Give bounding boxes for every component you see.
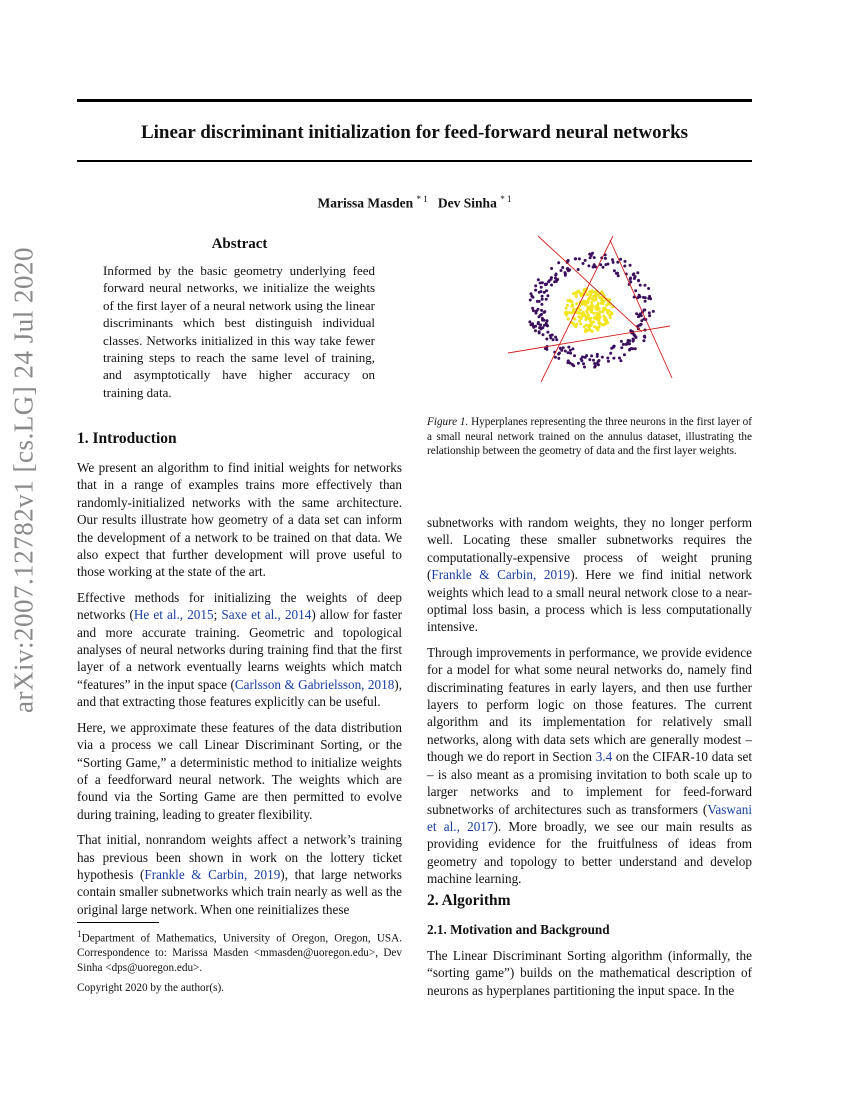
data-point-outer — [629, 264, 632, 267]
intro-paragraph: Here, we approximate these features of the data distribution via a process we call Linear Discriminant Sorting, or the “Sorting Game,” a deterministic method to initialize weights of a feedforward neural network. The weights which are found via the Sorting Game are then permitted to evolve during training, leading to greater flexibility. — [77, 719, 402, 822]
data-point-outer — [555, 338, 558, 341]
data-point-outer — [629, 278, 632, 281]
data-point-outer — [648, 314, 651, 317]
citation-link[interactable]: Frankle & Carbin, 2019 — [144, 866, 281, 882]
data-point-outer — [539, 314, 542, 317]
data-point-outer — [532, 326, 535, 329]
data-point-outer — [593, 366, 596, 369]
data-point-inner — [588, 328, 591, 331]
abstract-heading: Abstract — [211, 236, 268, 252]
data-point-inner — [591, 289, 594, 292]
data-point-inner — [594, 293, 597, 296]
data-point-outer — [566, 361, 569, 364]
author-affiliation-mark: * 1 — [416, 194, 428, 204]
footnote — [77, 928, 402, 976]
data-point-outer — [546, 324, 549, 327]
data-point-outer — [529, 299, 532, 302]
data-point-outer — [539, 282, 542, 285]
data-point-outer — [593, 256, 596, 259]
data-point-inner — [576, 323, 579, 326]
author-name: Marissa Masden — [317, 195, 414, 211]
data-point-outer — [591, 252, 594, 255]
data-point-outer — [578, 257, 581, 260]
data-point-outer — [628, 339, 631, 342]
data-point-outer — [598, 359, 601, 362]
data-point-outer — [554, 336, 557, 339]
data-point-outer — [623, 265, 626, 268]
data-point-inner — [585, 310, 588, 313]
data-point-outer — [541, 326, 544, 329]
data-point-inner — [565, 307, 568, 310]
data-point-outer — [534, 289, 537, 292]
data-point-inner — [565, 311, 568, 314]
data-point-outer — [601, 356, 604, 359]
data-point-inner — [584, 304, 587, 307]
data-point-inner — [600, 302, 603, 305]
data-point-outer — [543, 311, 546, 314]
data-point-outer — [620, 346, 623, 349]
data-point-outer — [584, 356, 587, 359]
author-list — [77, 194, 752, 212]
data-point-inner — [600, 299, 603, 302]
data-point-outer — [545, 298, 548, 301]
data-point-outer — [623, 353, 626, 356]
data-point-outer — [534, 284, 537, 287]
data-point-outer — [593, 263, 596, 266]
footnote-rule — [77, 922, 159, 923]
data-point-outer — [580, 359, 583, 362]
data-point-inner — [566, 304, 569, 307]
data-point-inner — [588, 317, 591, 320]
data-point-outer — [642, 339, 645, 342]
data-point-outer — [550, 267, 553, 270]
data-point-inner — [595, 317, 598, 320]
data-point-inner — [579, 322, 582, 325]
data-point-inner — [605, 319, 608, 322]
data-point-outer — [615, 272, 618, 275]
citation-link[interactable]: Saxe et al., 2014 — [221, 607, 312, 623]
data-point-inner — [579, 292, 582, 295]
data-point-inner — [578, 320, 581, 323]
author-affiliation-mark: * 1 — [500, 194, 512, 204]
data-point-outer — [582, 262, 585, 265]
data-point-outer — [569, 352, 572, 355]
data-point-outer — [618, 357, 621, 360]
data-point-outer — [541, 319, 544, 322]
data-point-outer — [588, 253, 591, 256]
data-point-inner — [575, 302, 578, 305]
data-point-outer — [536, 300, 539, 303]
hyperplane-line — [541, 236, 613, 382]
data-point-outer — [611, 258, 614, 261]
intro-paragraph: We present an algorithm to find initial weights for networks that in a range of examples trains more effectively than randomly-initialized networks with the same architecture. Our results illustrate how geometry of a data set can inform the development of a network to be trained on that data. We also expect that further development will prove useful to those working at the state of the art. — [77, 460, 402, 580]
data-point-inner — [573, 292, 576, 295]
data-point-outer — [561, 266, 564, 269]
data-point-inner — [595, 307, 598, 310]
data-point-outer — [577, 362, 580, 365]
data-point-outer — [538, 291, 541, 294]
data-point-outer — [632, 338, 635, 341]
data-point-outer — [637, 279, 640, 282]
data-point-inner — [569, 299, 572, 302]
data-point-outer — [554, 277, 557, 280]
data-point-outer — [564, 271, 567, 274]
data-point-inner — [573, 318, 576, 321]
data-point-inner — [576, 311, 579, 314]
data-point-inner — [565, 314, 568, 317]
data-point-outer — [531, 307, 534, 310]
data-point-outer — [538, 332, 541, 335]
data-point-outer — [620, 340, 623, 343]
data-point-outer — [552, 338, 555, 341]
data-point-outer — [557, 357, 560, 360]
data-point-outer — [530, 292, 533, 295]
data-point-outer — [550, 284, 553, 287]
data-point-outer — [550, 276, 553, 279]
data-point-inner — [573, 323, 576, 326]
section-heading-algorithm: 2. Algorithm — [427, 892, 511, 909]
data-point-outer — [569, 349, 572, 352]
footnote-marker: 1 — [77, 930, 82, 940]
data-point-outer — [560, 349, 563, 352]
data-point-outer — [604, 257, 607, 260]
data-point-inner — [597, 294, 600, 297]
citation-link[interactable]: He et al., 2015 — [133, 607, 214, 623]
data-point-inner — [586, 306, 589, 309]
footnote-text: Department of Mathematics, University of Oregon, Oregon, USA. Correspondence to: Marissa Masden <mmasden@uoregon.edu>, Dev Sinha <dps@uoregon.edu>. — [77, 932, 402, 974]
data-point-inner — [593, 325, 596, 328]
data-point-inner — [584, 318, 587, 321]
data-point-outer — [649, 297, 652, 300]
data-point-outer — [652, 310, 655, 313]
data-point-inner — [597, 319, 600, 322]
data-point-outer — [566, 267, 569, 270]
data-point-outer — [636, 271, 639, 274]
body-paragraph: Through improvements in performance, we provide evidence for a model for what some neural networks do, namely find discriminating features in early layers, and then use further layers to perform logic on those features. The current algorithm and its implementation for relatively small networks, along with data sets which are generally modest – though we do report in Section 3.4 on the CIFAR-10 data set – is also meant as a promising invitation to both scale up to larger networks and to implement for feed-forward subnetworks of architectures such as transformers (Vaswani et al., 2017). More broadly, we see our main results as providing evidence for the fruitfulness of ideas from geometry and topology to better understand and develop machine learning. — [427, 644, 753, 887]
data-point-outer — [634, 289, 637, 292]
data-point-outer — [624, 260, 627, 263]
data-point-inner — [579, 317, 582, 320]
data-point-inner — [598, 313, 601, 316]
title-rule-bottom — [77, 160, 752, 162]
data-point-outer — [612, 261, 615, 264]
data-point-outer — [567, 351, 570, 354]
caption-text: Hyperplanes representing the three neurons in the first layer of a small neural network trained on the annulus dataset, illustrating the relationship between the geometry of data and the first layer weights. — [427, 416, 752, 458]
data-point-inner — [570, 305, 573, 308]
data-point-outer — [643, 309, 646, 312]
data-point-inner — [598, 323, 601, 326]
data-point-inner — [583, 325, 586, 328]
data-point-outer — [547, 280, 550, 283]
data-point-outer — [644, 284, 647, 287]
data-point-outer — [592, 359, 595, 362]
data-point-outer — [537, 278, 540, 281]
citation-link[interactable]: Frankle & Carbin, 2019 — [431, 567, 571, 583]
data-point-outer — [546, 331, 549, 334]
intro-paragraph: Effective methods for initializing the weights of deep networks (He et al., 2015; Saxe et al., 2014) allow for faster and more accurate training. Geometric and topological analyses of neural networks during training find that the first layer of a network eventually learns weights which match “features” in the input space (Carlsson & Gabrielsson, 2018), and that extracting those features explicitly can be useful. — [77, 589, 403, 710]
section-ref-link[interactable]: 3.4 — [595, 749, 613, 765]
data-point-outer — [581, 356, 584, 359]
figure-caption — [427, 415, 752, 459]
data-point-outer — [582, 362, 585, 365]
data-point-outer — [584, 259, 587, 262]
data-point-outer — [588, 358, 591, 361]
copyright-notice: Copyright 2020 by the author(s). — [77, 982, 224, 994]
data-point-outer — [541, 298, 544, 301]
data-point-outer — [540, 309, 543, 312]
data-point-outer — [545, 338, 548, 341]
data-point-outer — [538, 326, 541, 329]
paper-title: Linear discriminant initialization for feed-forward neural networks — [140, 122, 689, 143]
data-point-inner — [597, 329, 600, 332]
data-point-outer — [607, 360, 610, 363]
data-point-inner — [587, 298, 590, 301]
data-point-outer — [541, 295, 544, 298]
left-column-body — [77, 459, 402, 926]
data-point-outer — [583, 366, 586, 369]
data-point-inner — [579, 309, 582, 312]
author-name: Dev Sinha — [437, 195, 497, 211]
right-column-body-top — [427, 514, 752, 896]
data-point-outer — [593, 362, 596, 365]
data-point-outer — [624, 343, 627, 346]
citation-link[interactable]: Vaswani et al., 2017 — [427, 801, 752, 834]
data-point-outer — [612, 357, 615, 360]
data-point-outer — [543, 291, 546, 294]
data-point-outer — [590, 354, 593, 357]
figure-label: Figure 1. — [427, 416, 469, 428]
data-point-inner — [598, 326, 601, 329]
data-point-outer — [546, 319, 549, 322]
data-point-inner — [591, 298, 594, 301]
data-point-inner — [590, 305, 593, 308]
data-point-outer — [622, 343, 625, 346]
data-point-outer — [557, 353, 560, 356]
data-point-outer — [606, 357, 609, 360]
figure-annulus-hyperplanes — [500, 232, 682, 382]
data-point-outer — [540, 303, 543, 306]
data-point-outer — [573, 354, 576, 357]
data-point-outer — [564, 274, 567, 277]
data-point-outer — [542, 333, 545, 336]
data-point-inner — [597, 302, 600, 305]
data-point-outer — [534, 329, 537, 332]
data-point-outer — [638, 294, 641, 297]
inner-class-points — [564, 287, 615, 333]
data-point-inner — [592, 320, 595, 323]
body-paragraph: The Linear Discriminant Sorting algorithm (informally, the “sorting game”) builds on the mathematical description of neurons as hyperplanes partitioning the input space. In the — [427, 948, 752, 998]
data-point-outer — [528, 320, 531, 323]
data-point-inner — [582, 300, 585, 303]
data-point-outer — [639, 284, 642, 287]
citation-link[interactable]: Carlsson & Gabrielsson, 2018 — [234, 676, 395, 692]
data-point-outer — [643, 335, 646, 338]
data-point-inner — [609, 316, 612, 319]
data-point-outer — [634, 347, 637, 350]
subsection-heading-motivation: 2.1. Motivation and Background — [427, 922, 610, 937]
data-point-outer — [546, 294, 549, 297]
data-point-inner — [592, 312, 595, 315]
arxiv-stamp-text: arXiv:2007.12782v1 [cs.LG] 24 Jul 2020 — [8, 247, 39, 713]
data-point-outer — [557, 261, 560, 264]
abstract-text: Informed by the basic geometry underlying feed forward neural networks, we initialize the weights of the first layer of a neural network using the linear discriminants which best distinguish individual classes. Networks initialized in this way take fewer training steps to reach the same level of training, and asymptotically have higher accuracy on training data. — [103, 263, 375, 400]
body-paragraph: subnetworks with random weights, they no longer perform well. Locating these smaller subnetworks requires the computationally-expensive process of weight pruning (Frankle & Carbin, 2019). Here we find initial network weights which lead to a small neural network close to a near-optimal loss basin, a process which is less computationally intensive. — [427, 515, 752, 635]
data-point-inner — [598, 296, 601, 299]
section-heading-introduction: 1. Introduction — [77, 430, 177, 447]
data-point-outer — [531, 322, 534, 325]
data-point-inner — [604, 307, 607, 310]
data-point-outer — [540, 286, 543, 289]
right-column-body-bottom — [427, 947, 752, 1007]
data-point-outer — [577, 268, 580, 271]
data-point-outer — [564, 350, 567, 353]
data-point-outer — [604, 263, 607, 266]
data-point-outer — [644, 300, 647, 303]
data-point-outer — [553, 280, 556, 283]
data-point-outer — [537, 321, 540, 324]
data-point-inner — [610, 311, 613, 314]
data-point-outer — [555, 273, 558, 276]
data-point-outer — [587, 264, 590, 267]
data-point-outer — [644, 296, 647, 299]
data-point-outer — [612, 345, 615, 348]
data-point-inner — [587, 301, 590, 304]
intro-paragraph: That initial, nonrandom weights affect a network’s training has previous been shown in work on the lottery ticket hypothesis (Frankle & Carbin, 2019), that large networks contain smaller subnetworks which train nearly as well as the original large network. When one reinitializes these — [77, 832, 402, 917]
data-point-outer — [562, 346, 565, 349]
data-point-outer — [572, 364, 575, 367]
data-point-outer — [619, 359, 622, 362]
data-point-inner — [586, 293, 589, 296]
data-point-inner — [572, 310, 575, 313]
data-point-outer — [616, 261, 619, 264]
data-point-outer — [574, 257, 577, 260]
data-point-outer — [647, 287, 650, 290]
top-rule-thick — [77, 99, 752, 102]
data-point-outer — [596, 353, 599, 356]
data-point-outer — [602, 266, 605, 269]
data-point-outer — [535, 310, 538, 313]
data-point-outer — [648, 311, 651, 314]
data-point-inner — [605, 304, 608, 307]
data-point-outer — [613, 269, 616, 272]
data-point-inner — [590, 301, 593, 304]
data-point-outer — [545, 348, 548, 351]
data-point-outer — [567, 346, 570, 349]
data-point-outer — [632, 273, 635, 276]
data-point-outer — [635, 336, 638, 339]
data-point-outer — [617, 274, 620, 277]
data-point-inner — [583, 313, 586, 316]
data-point-outer — [554, 356, 557, 359]
data-point-inner — [599, 310, 602, 313]
data-point-inner — [603, 315, 606, 318]
data-point-inner — [567, 318, 570, 321]
data-point-outer — [544, 283, 547, 286]
data-point-outer — [571, 347, 574, 350]
data-point-outer — [635, 312, 638, 315]
data-point-outer — [638, 314, 641, 317]
data-point-outer — [560, 269, 563, 272]
data-point-outer — [609, 352, 612, 355]
data-point-outer — [628, 348, 631, 351]
data-point-inner — [584, 328, 587, 331]
